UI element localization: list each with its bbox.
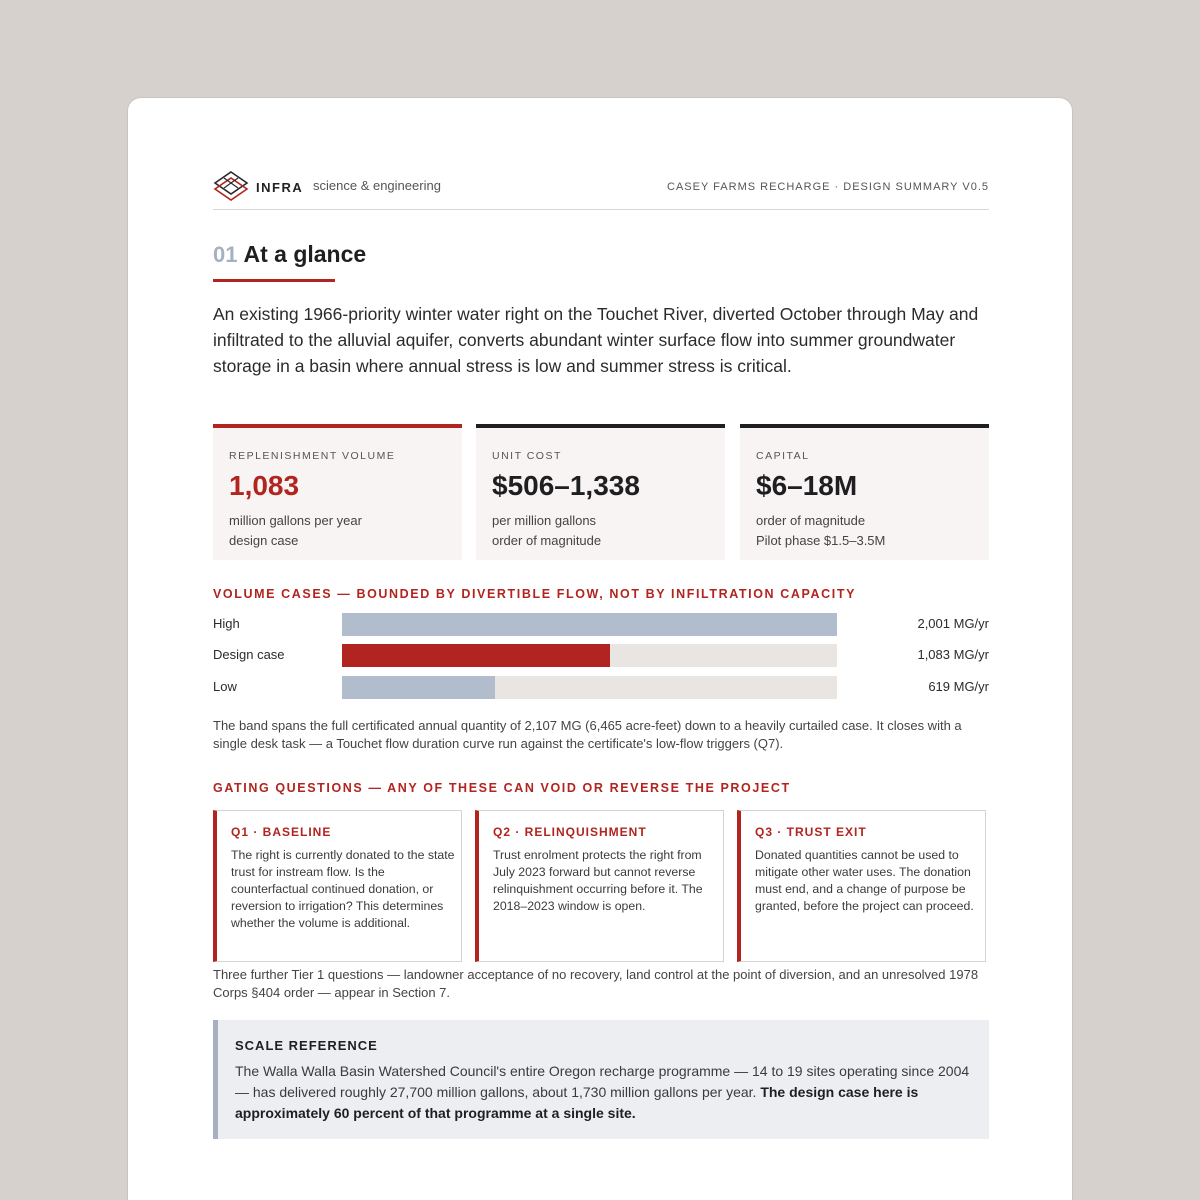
gating-note: Three further Tier 1 questions — landowner acceptance of no recovery, land control at the point of diversion, and an unresolved 1978 Corps §404 order — appear in Section 7.	[213, 967, 979, 1000]
bar-value-label: 2,001 MG/yr	[917, 616, 989, 631]
document-page	[127, 97, 1073, 1200]
bar-track	[342, 676, 837, 699]
gating-card-body: Donated quantities cannot be used to mitigate other water uses. The donation must end, and a change of purpose be granted, before the project can proceed.	[755, 848, 974, 913]
section-number: 01	[213, 242, 238, 267]
scale-reference-title: SCALE REFERENCE	[235, 1038, 378, 1053]
stat-subtext	[492, 511, 601, 551]
stat-subtext-line: design case	[229, 533, 299, 548]
page-header	[213, 168, 989, 210]
gating-card-q1	[213, 810, 462, 962]
lead-paragraph: An existing 1966-priority winter water right on the Touchet River, diverted October through May and infiltrated to the alluvial aquifer, converts abundant winter surface flow into summer groundwater storage in a basin where annual stress is low and summer stress is critical.	[213, 304, 979, 376]
scale-reference-body	[235, 1061, 975, 1124]
bar-category-label: High	[213, 616, 240, 631]
stat-subtext	[756, 511, 885, 551]
gating-questions-caption: GATING QUESTIONS — ANY OF THESE CAN VOID OR REVERSE THE PROJECT	[213, 781, 791, 795]
stat-card-replenishment	[213, 424, 462, 560]
brand-name: INFRA	[256, 180, 304, 195]
stat-value: $6–18M	[756, 470, 858, 501]
scale-reference-emphasis: The design case here is approximately 60 percent of that programme at a single site.	[235, 1084, 919, 1121]
volume-note: The band spans the full certificated annual quantity of 2,107 MG (6,465 acre-feet) down to a heavily curtailed case. It closes with a single desk task — a Touchet flow duration curve run against the certificate's low-flow triggers (Q7).	[213, 718, 962, 751]
stat-subtext	[229, 511, 362, 551]
volume-bar-row-design	[213, 644, 989, 668]
gating-card-q3	[737, 810, 986, 962]
brand-tagline: science & engineering	[313, 178, 441, 193]
stat-label: REPLENISHMENT VOLUME	[229, 450, 396, 462]
bar-value-label: 1,083 MG/yr	[917, 647, 989, 662]
gating-card-title: Q2 · RELINQUISHMENT	[493, 825, 647, 839]
bar-fill-design	[342, 644, 610, 667]
stat-card-unit-cost	[476, 424, 725, 560]
gating-card-title: Q3 · TRUST EXIT	[755, 825, 867, 839]
volume-bar-row-low	[213, 676, 989, 700]
section-underline	[213, 279, 335, 282]
section-title: At a glance	[243, 241, 367, 267]
scale-reference-text: The Walla Walla Basin Watershed Council's entire Oregon recharge programme — 14 to 19 sites operating since 2004 — has delivered roughly 27,700 million gallons, about 1,730 million gallons per year.	[235, 1063, 970, 1100]
stat-label: UNIT COST	[492, 450, 562, 462]
infra-logo-icon	[213, 170, 249, 202]
gating-card-title: Q1 · BASELINE	[231, 825, 332, 839]
gating-card-body: The right is currently donated to the state trust for instream flow. Is the counterfactual continued donation, or reversion to irrigation? This determines whether the volume is additional.	[231, 848, 455, 930]
section-heading	[213, 241, 366, 279]
bar-category-label: Design case	[213, 647, 285, 662]
stat-value: 1,083	[229, 470, 300, 501]
volume-bar-row-high	[213, 613, 989, 637]
gating-card-body: Trust enrolment protects the right from July 2023 forward but cannot reverse relinquishment occurring before it. The 2018–2023 window is open.	[493, 848, 703, 913]
stat-subtext-line: order of magnitude	[756, 513, 866, 528]
bar-fill-high	[342, 613, 837, 636]
stat-card-capital	[740, 424, 989, 560]
stat-label: CAPITAL	[756, 450, 810, 462]
bar-category-label: Low	[213, 679, 237, 694]
bar-fill-low	[342, 676, 495, 699]
stat-subtext-line: order of magnitude	[492, 533, 602, 548]
gating-card-q2	[475, 810, 724, 962]
bar-track	[342, 613, 837, 636]
stat-subtext-line: million gallons per year	[229, 513, 362, 528]
scale-reference-callout	[213, 1020, 989, 1139]
stat-subtext-line: per million gallons	[492, 513, 597, 528]
bar-value-label: 619 MG/yr	[928, 679, 989, 694]
bar-track	[342, 644, 837, 667]
stat-value: $506–1,338	[492, 470, 640, 501]
document-title: CASEY FARMS RECHARGE · DESIGN SUMMARY V0.5	[667, 181, 989, 193]
volume-cases-caption: VOLUME CASES — BOUNDED BY DIVERTIBLE FLOW, NOT BY INFILTRATION CAPACITY	[213, 587, 857, 601]
stat-subtext-line: Pilot phase $1.5–3.5M	[756, 533, 886, 548]
